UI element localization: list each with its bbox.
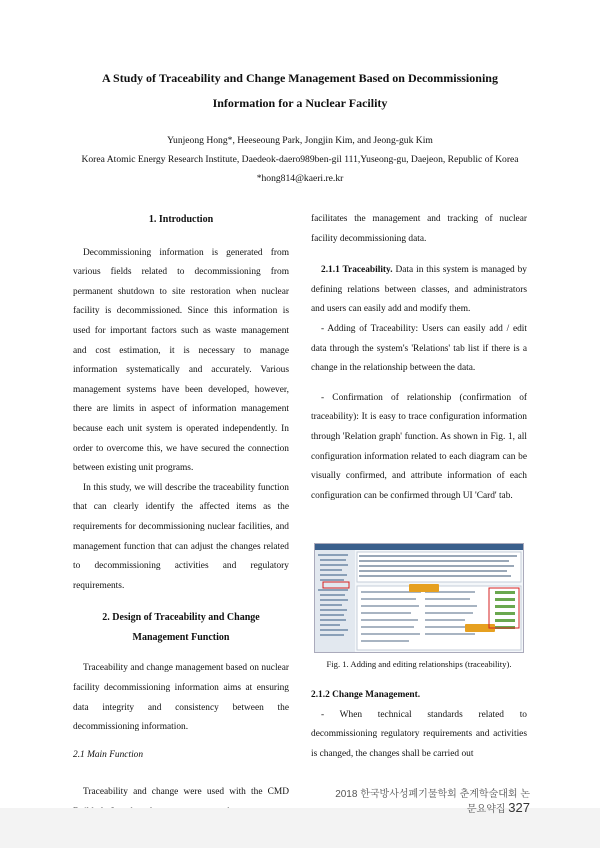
title-line-2: Information for a Nuclear Facility xyxy=(212,96,388,110)
section-heading-design-1: 2. Design of Traceability and Change xyxy=(102,612,260,624)
spacer xyxy=(311,379,527,389)
author-email: *hong814@kaeri.re.kr xyxy=(256,173,344,184)
bullet-change-management: - When technical standards related to decommissioning regulatory requirements and activities is changed, the changes shall be carried out xyxy=(311,709,527,759)
page-number: 327 xyxy=(508,800,530,815)
intro-paragraph-1: Decommissioning information is generated from various fields related to decommissioning from permanent shutdown to site restoration when nuclear facility is decommissioned. Since this information is used for important factors such as waste management and cost estimation, it is necessary to manage information systematically and accurately. Various management systems have been developed, however, there are limits in aspect of information management because each unit system is operated independently. In order to overcome this, we have secured the connection between existing unit programs. xyxy=(73,247,289,474)
traceability-paragraph xyxy=(311,261,527,320)
spacer xyxy=(73,647,289,659)
change-management-heading: 2.1.2 Change Management. xyxy=(311,690,421,700)
bullet-adding-traceability: - Adding of Traceability: Users can easily add / edit data through the system's 'Relations' tab list if there is a change in the relationship between the data. xyxy=(311,323,527,374)
traceability-text: Data in this system is managed by defining relations between classes, and administrators and users can easily add and modify them. xyxy=(311,265,527,315)
affiliation: Korea Atomic Energy Research Institute, Daedeok-daero989ben-gil 111,Yuseong-gu, Daejeon, Republic of Korea xyxy=(81,154,519,165)
design-paragraph-2: Traceability and change were used with the CMD xyxy=(83,787,289,798)
figure-1-screenshot xyxy=(314,543,524,653)
conference-name: 2018 한국방사성폐기물학회 춘계학술대회 논문요약집 xyxy=(335,789,530,815)
right-column xyxy=(311,210,527,506)
authors: Yunjeong Hong*, Heeseoung Park, Jongjin Kim, and Jeong-guk Kim xyxy=(167,135,433,146)
traceability-heading: 2.1.1 Traceability. xyxy=(321,265,393,276)
design-paragraph-1: Traceability and change management based on nuclear facility decommissioning information aims at ensuring data integrity and consistency between the decommissioning information. xyxy=(73,663,289,733)
section-heading-introduction: 1. Introduction xyxy=(148,214,214,225)
left-column xyxy=(73,210,289,823)
spacer xyxy=(73,596,289,608)
intro-paragraph-2: In this study, we will describe the traceability function that can clearly identify the affected items as the requirements for decommissioning nuclear facilities, and management function that can adjust the changes related to decommissioning activities and regulatory requirements. xyxy=(73,482,289,591)
spacer xyxy=(73,765,289,783)
title-line-1: A Study of Traceability and Change Management Based on Decommissioning xyxy=(102,71,498,85)
subsection-heading-main-function: 2.1 Main Function xyxy=(73,749,144,760)
continued-paragraph: facilitates the management and tracking of nuclear facility decommissioning data. xyxy=(311,214,527,244)
spacer xyxy=(73,738,289,746)
figure-1-caption: Fig. 1. Adding and editing relationships (traceability). xyxy=(326,659,512,669)
page-footer xyxy=(330,785,530,815)
right-column-lower xyxy=(311,686,527,764)
spacer xyxy=(73,230,289,244)
figure-1-image xyxy=(315,544,523,652)
spacer xyxy=(311,249,527,261)
section-heading-design-2: Management Function xyxy=(132,631,230,643)
bullet-confirmation: - Confirmation of relationship (confirmation of traceability): It is easy to trace configuration information through 'Relation graph' function. As shown in Fig. 1, all configuration information related to each diagram can be visually confirmed, and attribute information of each configuration can be confirmed through UI 'Card' tab. xyxy=(311,392,527,501)
paper-title xyxy=(40,66,560,116)
